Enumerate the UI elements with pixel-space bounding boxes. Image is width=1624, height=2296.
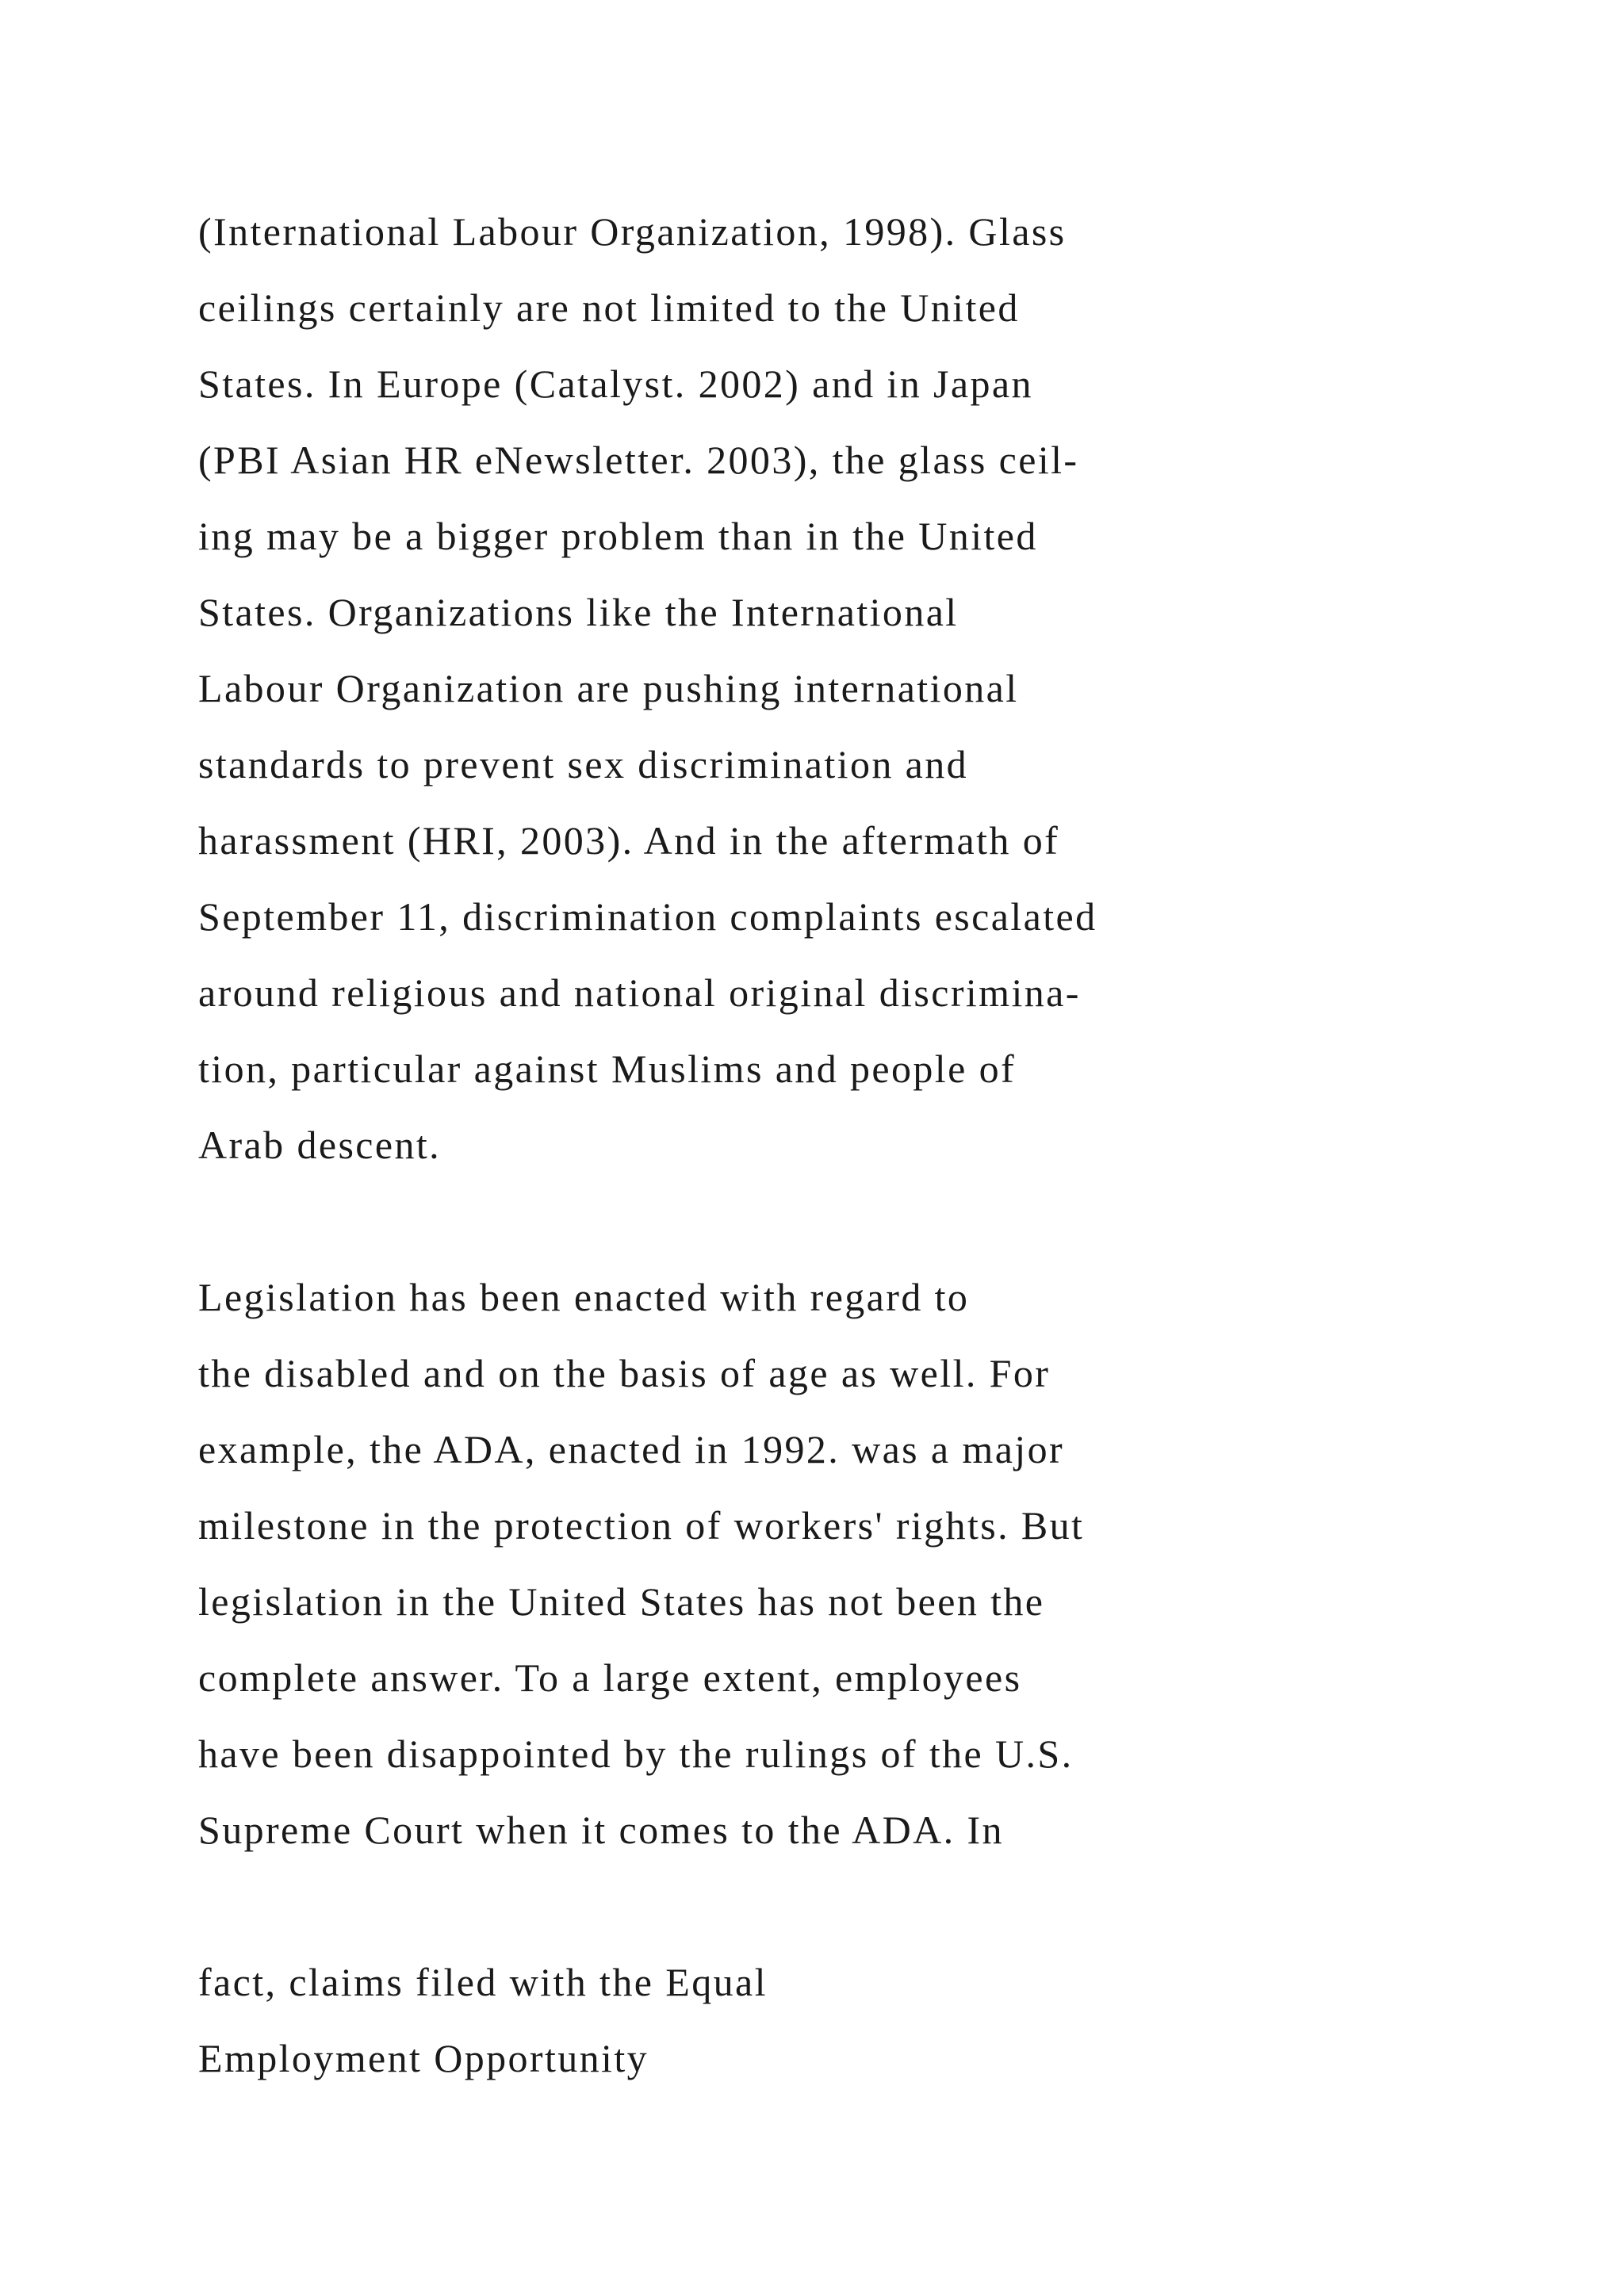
- text-line: ceilings certainly are not limited to the United: [198, 285, 1020, 330]
- text-line: (International Labour Organization, 1998). Glass: [198, 209, 1067, 254]
- text-line: Labour Organization are pushing international: [198, 666, 1019, 710]
- text-line: States. Organizations like the International: [198, 590, 959, 634]
- text-line: Arab descent.: [198, 1123, 442, 1167]
- text-line: the disabled and on the basis of age as well. For: [198, 1351, 1051, 1395]
- text-line: Supreme Court when it comes to the ADA. In: [198, 1808, 1004, 1852]
- text-line: Employment Opportunity: [198, 2036, 649, 2080]
- text-line: tion, particular against Muslims and people of: [198, 1047, 1017, 1091]
- text-line: Legislation has been enacted with regard to: [198, 1275, 970, 1319]
- text-line: States. In Europe (Catalyst. 2002) and in Japan: [198, 362, 1033, 406]
- text-line: milestone in the protection of workers' rights. But: [198, 1503, 1085, 1548]
- paragraph-2: [198, 1259, 1435, 1868]
- text-line: have been disappointed by the rulings of the U.S.: [198, 1732, 1074, 1776]
- text-line: complete answer. To a large extent, employees: [198, 1655, 1022, 1700]
- paragraph-1: [198, 193, 1435, 1183]
- text-line: harassment (HRI, 2003). And in the aftermath of: [198, 818, 1060, 863]
- text-line: legislation in the United States has not been the: [198, 1579, 1045, 1624]
- text-line: standards to prevent sex discrimination and: [198, 742, 969, 786]
- body-text: [198, 193, 1435, 2096]
- text-line: September 11, discrimination complaints escalated: [198, 894, 1097, 939]
- paragraph-3: [198, 1944, 1435, 2096]
- paragraph-spacer: [198, 1868, 1435, 1944]
- paragraph-spacer: [198, 1183, 1435, 1259]
- text-line: ing may be a bigger problem than in the United: [198, 514, 1038, 558]
- text-line: fact, claims filed with the Equal: [198, 1960, 768, 2004]
- text-line: example, the ADA, enacted in 1992. was a major: [198, 1427, 1065, 1471]
- text-line: (PBI Asian HR eNewsletter. 2003), the glass ceil-: [198, 438, 1079, 482]
- text-line: around religious and national original discrimina-: [198, 970, 1081, 1015]
